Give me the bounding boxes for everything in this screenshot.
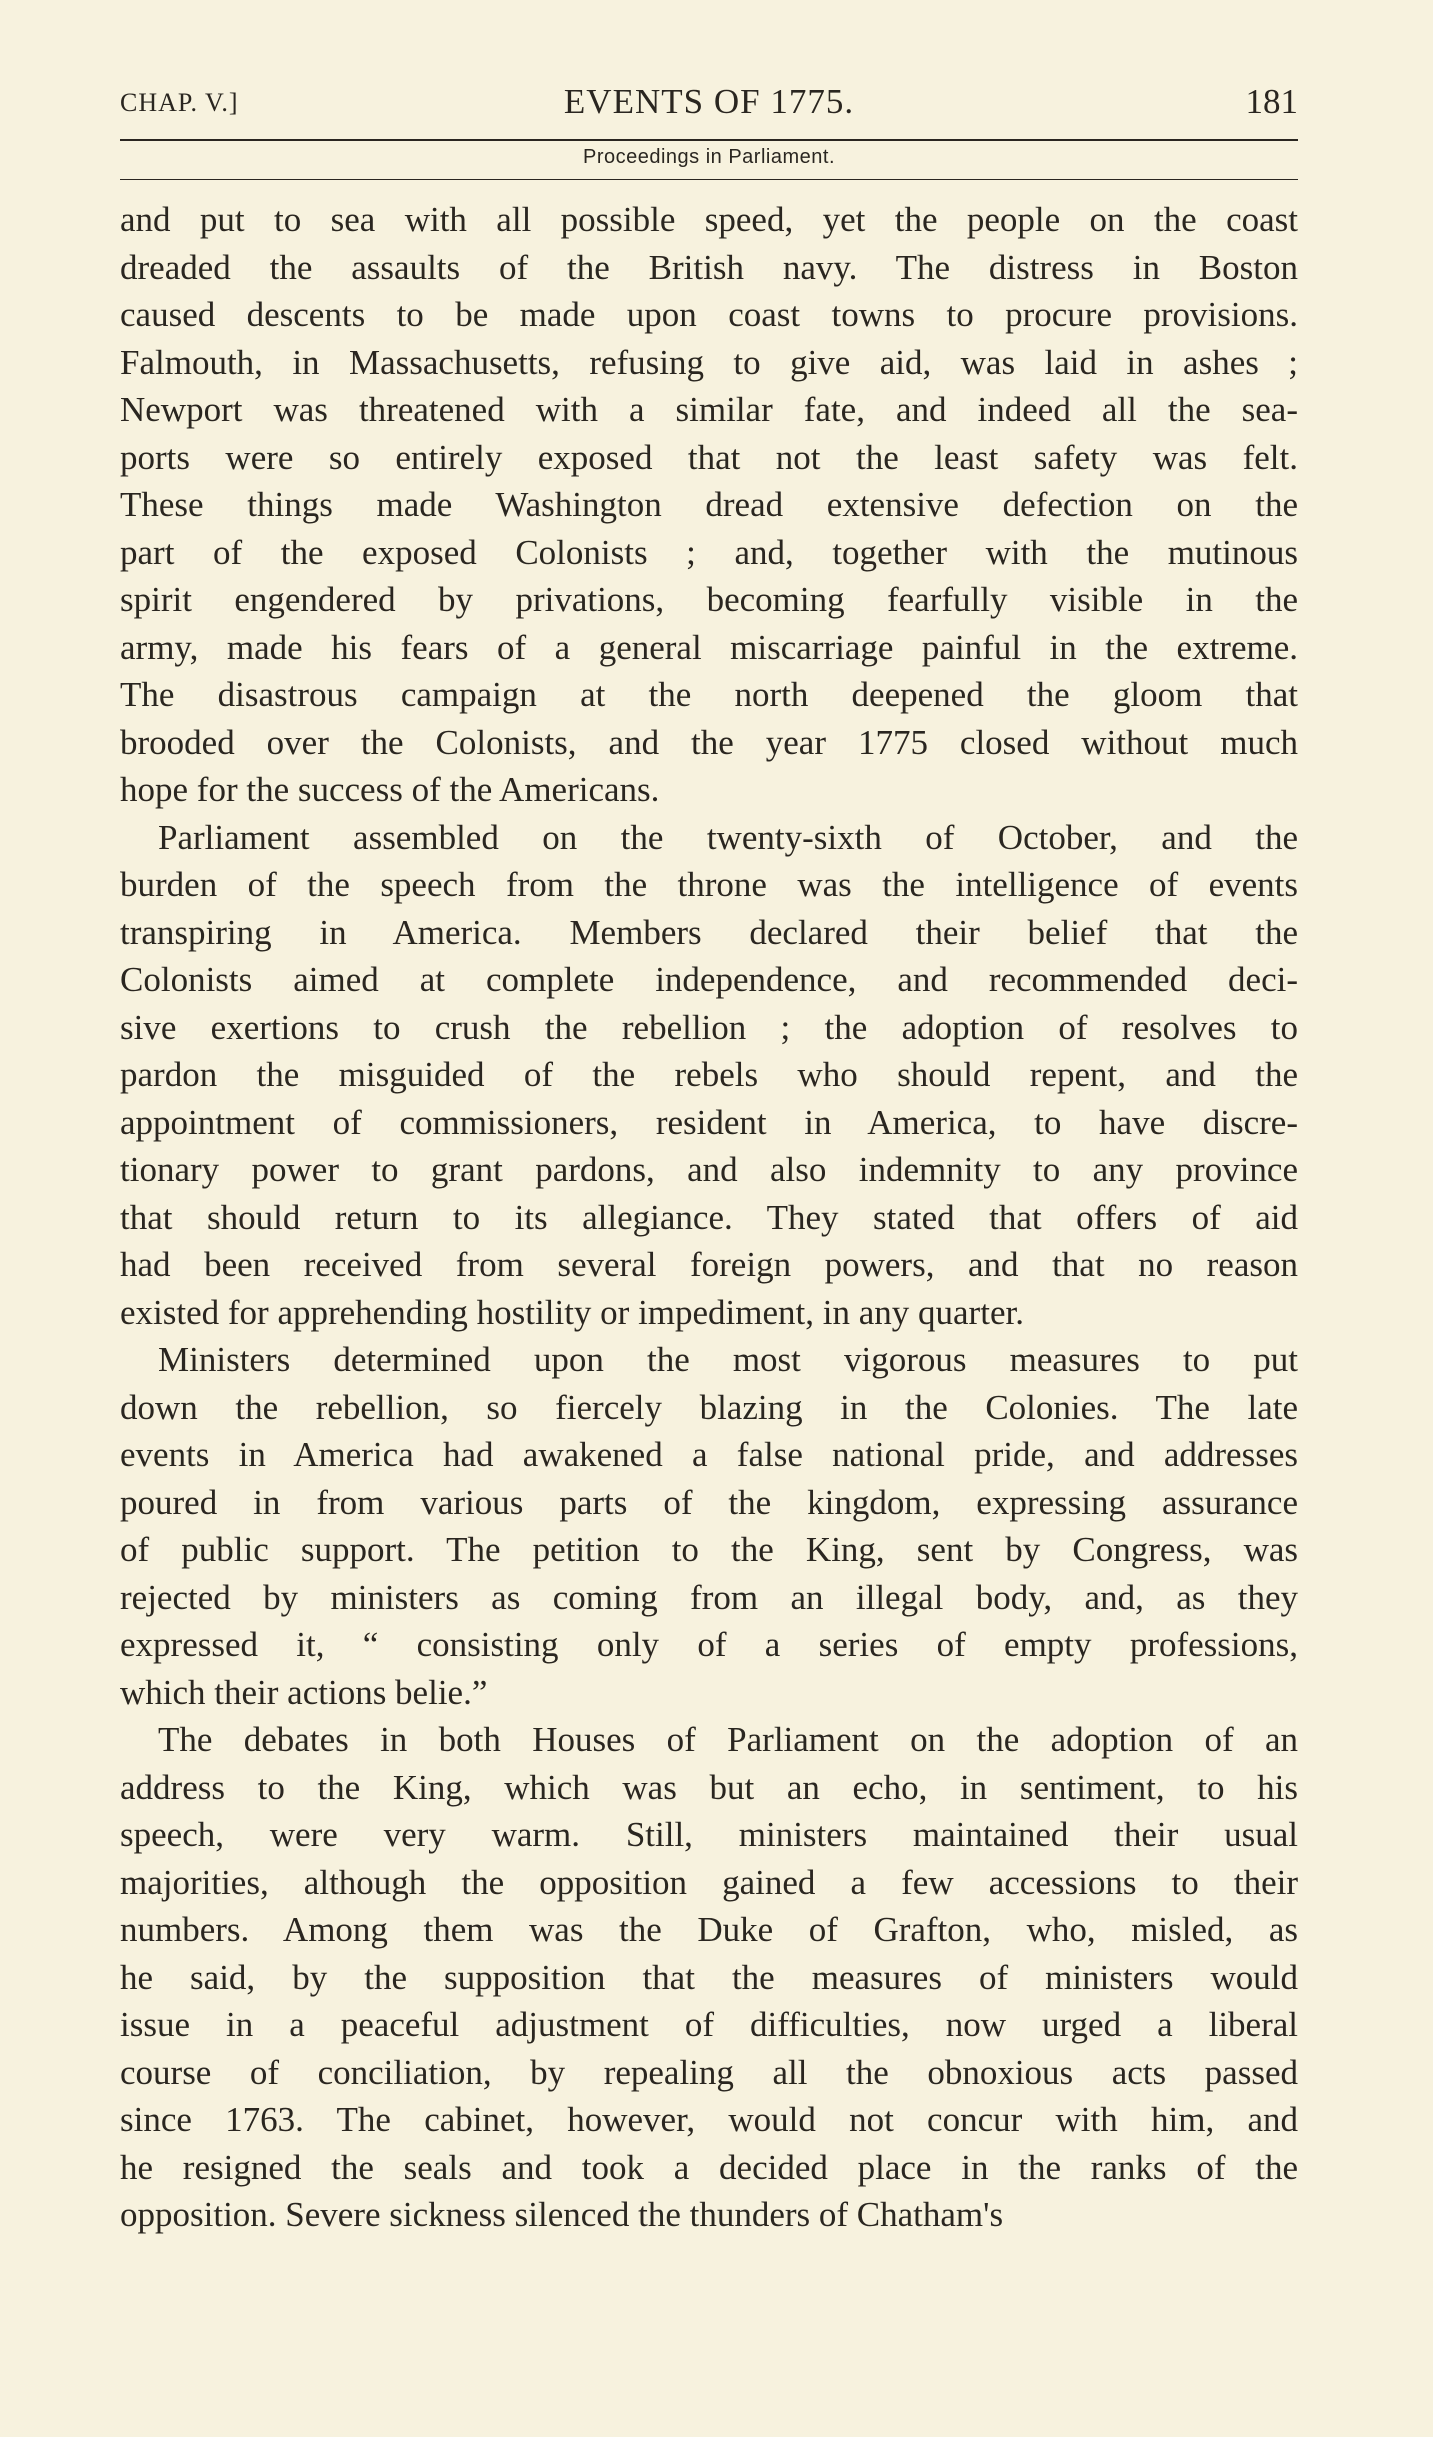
text-line: army, made his fears of a general miscarriage painful in the extreme. bbox=[120, 627, 1298, 667]
text-line: speech, were very warm. Still, ministers maintained their usual bbox=[120, 1815, 1298, 1854]
text-line: pardon the misguided of the rebels who should repent, and the bbox=[120, 1055, 1298, 1094]
text-line: opposition. Severe sickness silenced the thunders of Chatham's bbox=[120, 2195, 1004, 2234]
text-line: since 1763. The cabinet, however, would not concur with him, and bbox=[120, 2100, 1298, 2139]
text-line: he resigned the seals and took a decided place in the ranks of the bbox=[120, 2147, 1298, 2187]
text-line: majorities, although the opposition gained a few accessions to their bbox=[120, 1862, 1298, 1902]
text-line: address to the King, which was but an echo, in sentiment, to his bbox=[120, 1767, 1298, 1807]
text-line: events in America had awakened a false national pride, and addresses bbox=[120, 1435, 1298, 1474]
text-line: The debates in both Houses of Parliament on the adoption of an bbox=[158, 1720, 1298, 1759]
text-line: rejected by ministers as coming from an illegal body, and, as they bbox=[120, 1577, 1298, 1617]
text-line: transpiring in America. Members declared their belief that the bbox=[120, 912, 1298, 952]
text-line: he said, by the supposition that the measures of ministers would bbox=[120, 1957, 1298, 1997]
text-line: These things made Washington dread extensive defection on the bbox=[120, 485, 1298, 524]
text-line: numbers. Among them was the Duke of Grafton, who, misled, as bbox=[120, 1910, 1298, 1949]
text-line: Parliament assembled on the twenty-sixth of October, and the bbox=[158, 817, 1298, 857]
text-line: course of conciliation, by repealing all the obnoxious acts passed bbox=[120, 2052, 1298, 2092]
subhead-rule bbox=[120, 179, 1298, 180]
text-line: The disastrous campaign at the north deepened the gloom that bbox=[120, 675, 1298, 714]
paragraph bbox=[120, 196, 1298, 814]
text-line: Newport was threatened with a similar fate, and indeed all the sea- bbox=[120, 390, 1298, 429]
header-rule bbox=[120, 139, 1298, 141]
page-number: 181 bbox=[1245, 82, 1298, 121]
text-line: which their actions belie.” bbox=[120, 1672, 488, 1712]
section-subhead: Proceedings in Parliament. bbox=[582, 146, 835, 168]
text-line: hope for the success of the Americans. bbox=[120, 770, 660, 809]
chapter-label: CHAP. V.] bbox=[120, 88, 239, 117]
text-line: brooded over the Colonists, and the year 1775 closed without much bbox=[120, 722, 1298, 762]
text-line: dreaded the assaults of the British navy. The distress in Boston bbox=[120, 247, 1298, 287]
paragraph bbox=[120, 1336, 1298, 1716]
text-line: of public support. The petition to the King, sent by Congress, was bbox=[120, 1530, 1298, 1569]
page-title: EVENTS OF 1775. bbox=[563, 82, 855, 121]
text-line: caused descents to be made upon coast towns to procure provisions. bbox=[120, 295, 1298, 334]
text-line: sive exertions to crush the rebellion ; the adoption of resolves to bbox=[120, 1007, 1298, 1047]
text-line: spirit engendered by privations, becoming fearfully visible in the bbox=[120, 580, 1298, 619]
text-line: part of the exposed Colonists ; and, together with the mutinous bbox=[120, 532, 1298, 572]
text-line: poured in from various parts of the kingdom, expressing assurance bbox=[120, 1482, 1298, 1522]
text-line: burden of the speech from the throne was the intelligence of events bbox=[120, 865, 1298, 904]
text-line: issue in a peaceful adjustment of difficulties, now urged a liberal bbox=[120, 2005, 1298, 2044]
text-line: Colonists aimed at complete independence, and recommended deci- bbox=[120, 960, 1298, 999]
text-line: expressed it, “ consisting only of a series of empty professions, bbox=[120, 1625, 1298, 1664]
text-line: Falmouth, in Massachusetts, refusing to give aid, was laid in ashes ; bbox=[120, 342, 1298, 382]
text-line: had been received from several foreign powers, and that no reason bbox=[120, 1245, 1298, 1284]
text-line: down the rebellion, so fiercely blazing in the Colonies. The late bbox=[120, 1387, 1298, 1427]
text-line: ports were so entirely exposed that not the least safety was felt. bbox=[120, 437, 1298, 477]
text-line: tionary power to grant pardons, and also indemnity to any province bbox=[120, 1150, 1298, 1189]
text-line: that should return to its allegiance. They stated that offers of aid bbox=[120, 1197, 1298, 1237]
text-line: appointment of commissioners, resident in America, to have discre- bbox=[120, 1102, 1298, 1142]
text-line: and put to sea with all possible speed, yet the people on the coast bbox=[120, 200, 1298, 239]
running-head bbox=[120, 82, 1298, 132]
text-line: existed for apprehending hostility or impediment, in any quarter. bbox=[120, 1292, 1024, 1332]
paragraph bbox=[120, 814, 1298, 1337]
text-line: Ministers determined upon the most vigorous measures to put bbox=[158, 1340, 1298, 1379]
body-text bbox=[120, 196, 1298, 2239]
paragraph bbox=[120, 1716, 1298, 2239]
